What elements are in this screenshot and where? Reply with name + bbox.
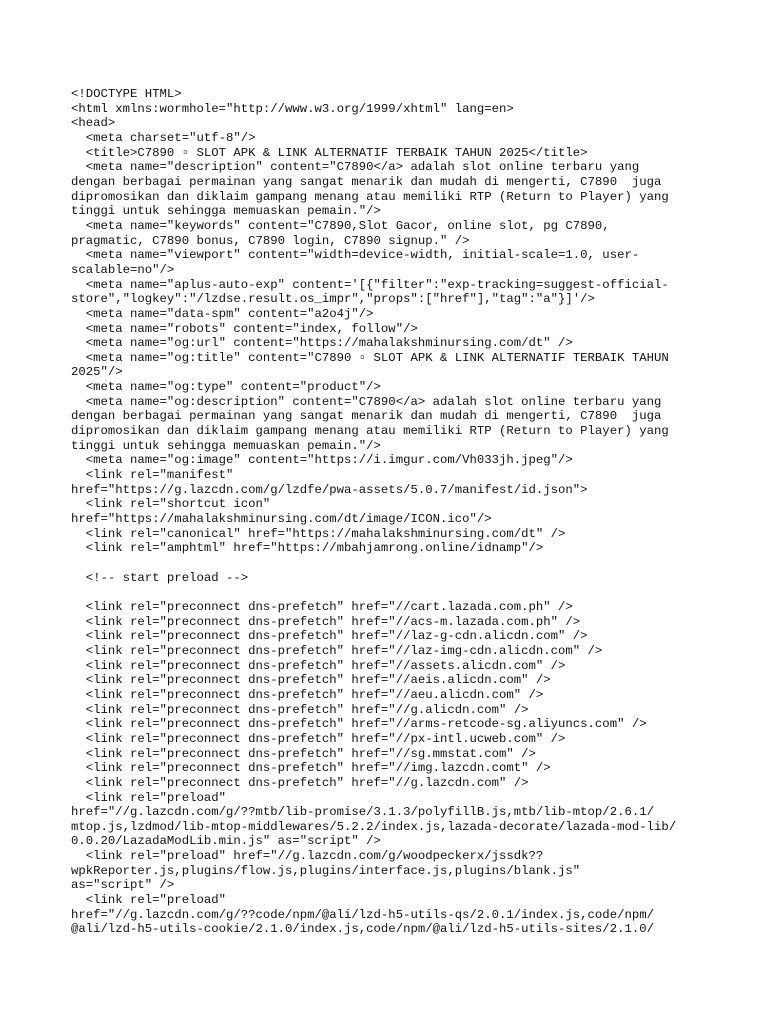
source-line: <link rel="preconnect dns-prefetch" href="//cart.lazada.com.ph" /> [71,599,573,614]
source-line: href="//g.lazcdn.com/g/??mtb/lib-promise/3.1.3/polyfillB.js,mtb/lib-mtop/2.6.1/ [71,805,654,820]
source-line: href="https://mahalakshminursing.com/dt/image/ICON.ico"/> [71,512,492,527]
source-line: <meta name="og:image" content="https://i.imgur.com/Vh033jh.jpeg"/> [71,453,573,468]
source-line: <link rel="preconnect dns-prefetch" href="//sg.mmstat.com" /> [71,746,536,761]
source-line: <meta name="og:description" content="C7890</a> adalah slot online terbaru yang [71,394,662,409]
source-line: dengan berbagai permainan yang sangat menarik dan mudah di mengerti, C7890 juga [71,174,662,189]
source-line: <link rel="preconnect dns-prefetch" href="//arms-retcode-sg.aliyuncs.com" /> [71,717,647,732]
source-line: <meta name="viewport" content="width=device-width, initial-scale=1.0, user- [71,248,640,263]
source-line: <meta name="robots" content="index, follow"/> [71,321,418,336]
source-line: <link rel="amphtml" href="https://mbahjamrong.online/idnamp"/> [71,541,544,556]
source-line: <html xmlns:wormhole="http://www.w3.org/1999/xhtml" lang=en> [71,101,514,116]
source-line: href="//g.lazcdn.com/g/??code/npm/@ali/lzd-h5-utils-qs/2.0.1/index.js,code/npm/ [71,907,654,922]
source-line: <title>C7890 ▫ SLOT APK & LINK ALTERNATIF TERBAIK TAHUN 2025</title> [71,145,588,160]
source-line [71,556,701,571]
source-line: <meta name="keywords" content="C7890,Slot Gacor, online slot, pg C7890, [71,218,610,233]
source-line: <!-- start preload --> [71,570,249,585]
source-line: tinggi untuk sehingga memuaskan pemain."/> [71,204,381,219]
source-line [71,585,701,600]
source-line: <link rel="preload" [71,893,226,908]
source-line: pragmatic, C7890 bonus, C7890 login, C7890 signup." /> [71,233,470,248]
source-line: <link rel="preload" href="//g.lazcdn.com/g/woodpeckerx/jssdk?? [71,849,544,864]
source-line: <link rel="manifest" [71,468,234,483]
source-line: <link rel="preconnect dns-prefetch" href="//g.lazcdn.com" /> [71,775,529,790]
source-line: dipromosikan dan diklaim gampang menang atau memiliki RTP (Return to Player) yang [71,189,669,204]
source-line: <link rel="preconnect dns-prefetch" href="//laz-img-cdn.alicdn.com" /> [71,643,603,658]
source-line: mtop.js,lzdmod/lib-mtop-middlewares/5.2.2/index.js,lazada-decorate/lazada-mod-lib/ [71,819,677,834]
source-line: tinggi untuk sehingga memuaskan pemain."/> [71,438,381,453]
source-line: @ali/lzd-h5-utils-cookie/2.1.0/index.js,code/npm/@ali/lzd-h5-utils-sites/2.1.0/ [71,922,654,937]
source-line: <meta name="aplus-auto-exp" content='[{"filter":"exp-tracking=suggest-official- [71,277,669,292]
source-line: dipromosikan dan diklaim gampang menang atau memiliki RTP (Return to Player) yang [71,424,669,439]
source-line: <meta name="og:title" content="C7890 ▫ SLOT APK & LINK ALTERNATIF TERBAIK TAHUN [71,350,669,365]
source-line: 0.0.20/LazadaModLib.min.js" as="script" /> [71,834,381,849]
source-line: 2025"/> [71,365,123,380]
source-line: wpkReporter.js,plugins/flow.js,plugins/interface.js,plugins/blank.js" [71,863,581,878]
source-line: <link rel="canonical" href="https://mahalakshminursing.com/dt" /> [71,526,566,541]
source-line: dengan berbagai permainan yang sangat menarik dan mudah di mengerti, C7890 juga [71,409,662,424]
source-line: <meta name="data-spm" content="a2o4j"/> [71,306,374,321]
source-line: <!DOCTYPE HTML> [71,87,182,101]
source-line: <meta name="og:type" content="product"/> [71,380,381,395]
source-line: <link rel="preconnect dns-prefetch" href="//g.alicdn.com" /> [71,702,529,717]
source-line: <meta name="og:url" content="https://mahalakshminursing.com/dt" /> [71,336,573,351]
source-line: <link rel="preconnect dns-prefetch" href="//img.lazcdn.comt" /> [71,761,551,776]
source-line: <link rel="preconnect dns-prefetch" href="//acs-m.lazada.com.ph" /> [71,614,581,629]
source-line: scalable=no"/> [71,262,175,277]
html-source-listing [71,87,701,937]
source-line: <head> [71,116,116,131]
source-line: <meta name="description" content="C7890</a> adalah slot online terbaru yang [71,160,640,175]
source-line: <link rel="preconnect dns-prefetch" href="//aeu.alicdn.com" /> [71,687,544,702]
source-line: href="https://g.lazcdn.com/g/lzdfe/pwa-assets/5.0.7/manifest/id.json"> [71,482,588,497]
source-line: as="script" /> [71,878,175,893]
source-line: <link rel="preload" [71,790,226,805]
source-line: <link rel="preconnect dns-prefetch" href="//assets.alicdn.com" /> [71,658,566,673]
source-line: store","logkey":"/lzdse.result.os_impr","props":["href"],"tag":"a"}]'/> [71,292,595,307]
source-line: <link rel="preconnect dns-prefetch" href="//laz-g-cdn.alicdn.com" /> [71,629,588,644]
source-line: <meta charset="utf-8"/> [71,130,256,145]
source-line: <link rel="shortcut icon" [71,497,271,512]
source-line: <link rel="preconnect dns-prefetch" href="//aeis.alicdn.com" /> [71,673,551,688]
source-line: <link rel="preconnect dns-prefetch" href="//px-intl.ucweb.com" /> [71,731,566,746]
